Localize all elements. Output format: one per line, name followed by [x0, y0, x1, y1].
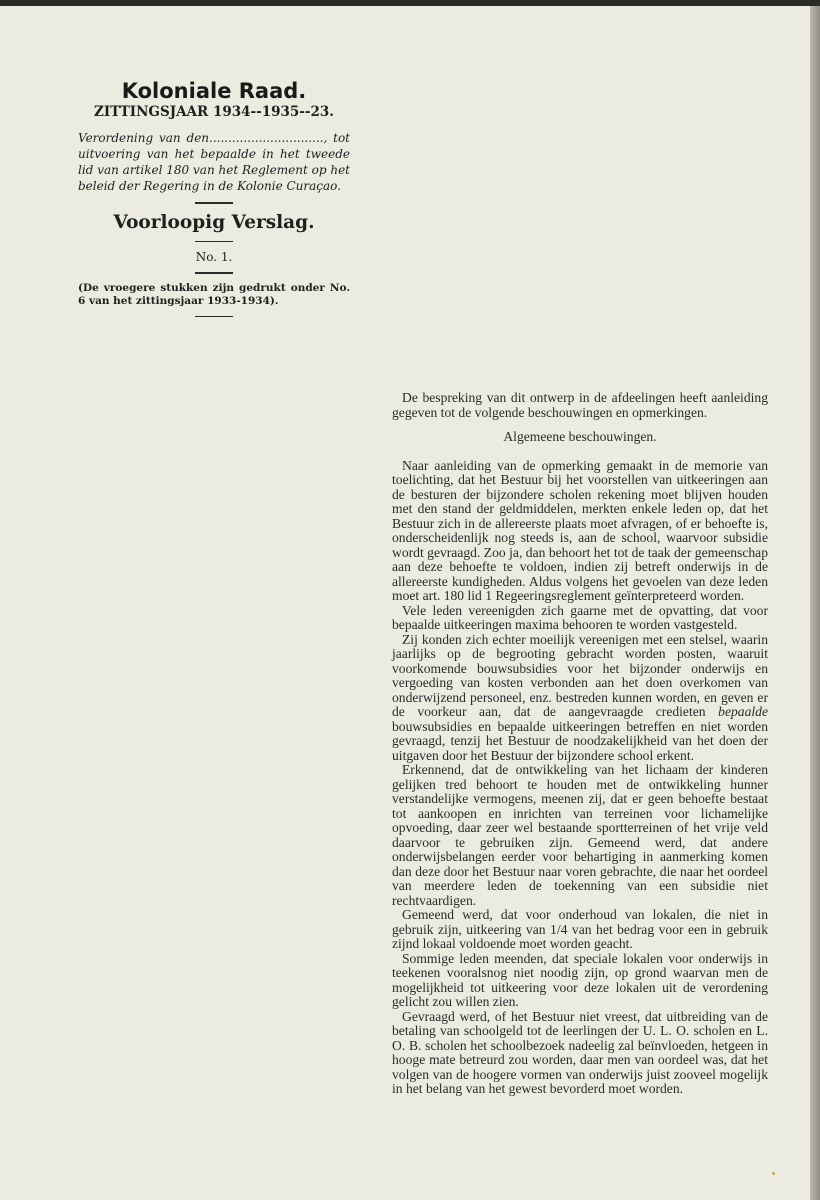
divider	[195, 202, 233, 204]
title-block	[78, 78, 350, 325]
body-paragraph: Gemeend werd, dat voor onderhoud van lokalen, die niet in gebruik zijn, uitkeering van 1/4 van het bedrag voor een in gebruik zijnd lokaal voldoende moet worden geacht.	[392, 907, 768, 951]
intro-paragraph: De bespreking van dit ontwerp in de afdeelingen heeft aanleiding gegeven tot de volgende beschouwingen en opmerkingen.	[392, 390, 768, 420]
body-paragraph: Erkennend, dat de ontwikkeling van het lichaam der kinderen gelijken tred behoort te houden met de ontwikkeling hunner verstandelijke vermogens, meenen zij, dat er geen behoefte bestaat tot aankoopen en inrichten van terreinen voor lichamelijke opvoeding, daar zeer wel bestaande sportterreinen of het vrije veld daarvoor te gebruiken zijn. Gemeend werd, dat andere onderwijsbelangen eerder voor behartiging in aanmerking komen dan deze door het Bestuur naar voren gebrachte, die naar het oordeel van meerdere leden de toekenning van een subsidie niet rechtvaardigen.	[392, 762, 768, 908]
paper-speck	[772, 1172, 775, 1175]
emphasized-word: bepaalde	[718, 704, 768, 719]
reference-note: (De vroegere stukken zijn gedrukt onder No. 6 van het zittingsjaar 1933-1934).	[78, 281, 350, 307]
report-title: Voorloopig Verslag.	[113, 211, 315, 233]
report-body	[392, 391, 768, 1097]
ordinance-description: Verordening van den.............................., tot uitvoering van het bepaalde in het tweede lid van artikel 180 van het Reglement op het beleid der Regering in de Kolonie Curaçao.	[78, 131, 350, 193]
document-page	[0, 6, 811, 1200]
body-paragraph: Sommige leden meenden, dat speciale lokalen voor onderwijs in teekenen vooralsnog niet noodig zijn, op grond waarvan men de mogelijkheid tot uitkeering voor deze lokalen uit de verordening gelicht zou willen zien.	[392, 950, 768, 1009]
paragraph-text: bouwsubsidies en bepaalde uitkeeringen betreffen en niet worden gevraagd, tenzij het Bestuur de noodzakelijkheid van het doen der uitgaven door het Bestuur der bijzondere school erkent.	[392, 718, 768, 763]
paragraph-text: Zij konden zich echter moeilijk vereenigen met een stelsel, waarin jaarlijks op de begrooting gebracht worden posten, waaruit voorkomende bouwsubsidies voor het bijzonder onderwijs en vergoeding van kosten verbonden aan het doen overkomen van onderwijzend personeel, enz. bestreden kunnen worden, en geven er de voorkeur aan, dat de aangevraagde credieten	[392, 631, 768, 719]
body-paragraph	[392, 633, 768, 764]
body-paragraph: Naar aanleiding van de opmerking gemaakt in de memorie van toelichting, dat het Bestuur bij het voorstellen van uitkeeringen aan de besturen der bijzondere scholen rekening moet blijven houden met den stand der geldmiddelen, merkten enkele leden op, dat het Bestuur zich in de allereerste plaats moet afvragen, of er behoefte is, onderscheidenlijk nog steeds is, aan de school, waarvoor subsidie wordt gevraagd. Zoo ja, dan behoort het tot de taak der gemeenschap aan deze behoefte te voldoen, indien zij betreft onderwijs in de allereerste kundigheden. Aldus volgens het gevoelen van deze leden moet art. 180 lid 1 Regeeringsreglement geïnterpreteerd worden.	[392, 457, 768, 603]
divider	[195, 272, 233, 274]
body-paragraph: Gevraagd werd, of het Bestuur niet vreest, dat uitbreiding van de betaling van schoolgeld tot de leerlingen der U. L. O. scholen en L. O. B. scholen het schoolbezoek nadeelig zal beïnvloeden, hetgeen in hooge mate betreurd zou worden, daar men van oordeel was, dat het volgen van de hoogere vormen van onderwijs juist zooveel mogelijk in het belang van het gewest bevorderd moet worden.	[392, 1008, 768, 1096]
document-number: No. 1.	[195, 250, 233, 264]
divider	[195, 241, 233, 243]
divider	[195, 316, 233, 318]
session-year: ZITTINGSJAAR 1934--1935--23.	[93, 104, 334, 120]
body-paragraph: Vele leden vereenigden zich gaarne met de opvatting, dat voor bepaalde uitkeeringen maxima behooren te worden vastgesteld.	[392, 602, 768, 632]
council-title: Koloniale Raad.	[121, 79, 307, 103]
section-heading: Algemeene beschouwingen.	[503, 429, 657, 444]
page-edge	[810, 6, 820, 1200]
